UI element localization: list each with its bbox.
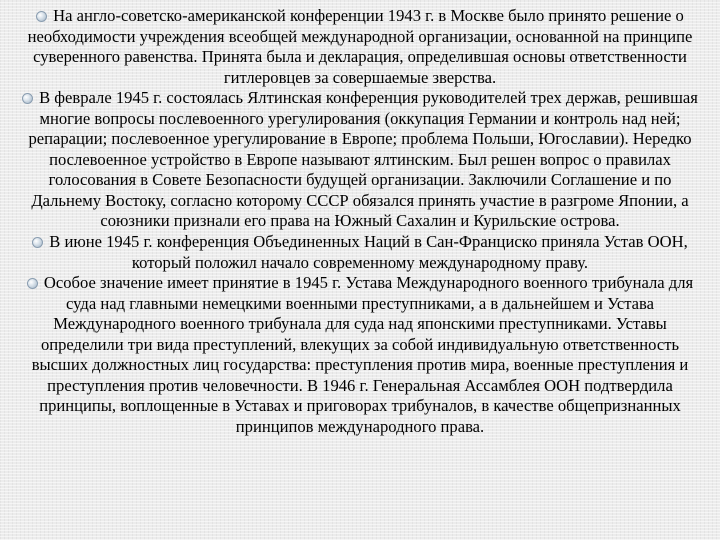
paragraph-military-tribunal <box>14 273 706 437</box>
paragraph-text: В феврале 1945 г. состоялась Ялтинская конференция руководителей трех держав, решившая многие вопросы послевоенного урегулирования (оккупация Германии и контроль над ней; репарации; послевоенное урегулирование в Европе; проблема Польши, Югославии). Нередко послевоенное устройство в Европе называют ялтинским. Был решен вопрос о правилах голосования в Совете Безопасности будущей организации. Заключили Соглашение и по Дальнему Востоку, согласно которому СССР обязался принять участие в разгроме Японии, а союзники признали его права на Южный Сахалин и Курильские острова. <box>28 88 698 231</box>
circle-bullet-icon <box>32 237 43 248</box>
paragraph-text: На англо-советско-американской конференции 1943 г. в Москве было принято решение о необходимости учреждения всеобщей международной организации, основанной на принципе суверенного равенства. Принята была и декларация, определившая основы ответственности гитлеровцев за совершаемые зверства. <box>27 6 693 87</box>
paragraph-yalta-conference <box>14 88 706 232</box>
circle-bullet-icon <box>22 93 33 104</box>
paragraph-text: Особое значение имеет принятие в 1945 г. Устава Международного военного трибунала для суда над главными немецкими военными преступниками, а в дальнейшем и Устава Международного военного трибунала для суда над японскими преступниками. Уставы определили три вида преступлений, влекущих за собой индивидуальную ответственность высших должностных лиц государства: преступления против мира, военные преступления и преступления против человечности. В 1946 г. Генеральная Ассамблея ООН подтвердила принципы, воплощенные в Уставах и приговорах трибуналов, в качестве общепризнанных принципов международного права. <box>31 273 694 436</box>
circle-bullet-icon <box>27 278 38 289</box>
slide-content <box>14 6 706 534</box>
paragraph-un-charter <box>14 232 706 273</box>
circle-bullet-icon <box>36 11 47 22</box>
paragraph-moscow-conference <box>14 6 706 88</box>
paragraph-text: В июне 1945 г. конференция Объединенных Наций в Сан-Франциско приняла Устав ООН, который положил начало современному международному праву. <box>49 232 688 272</box>
